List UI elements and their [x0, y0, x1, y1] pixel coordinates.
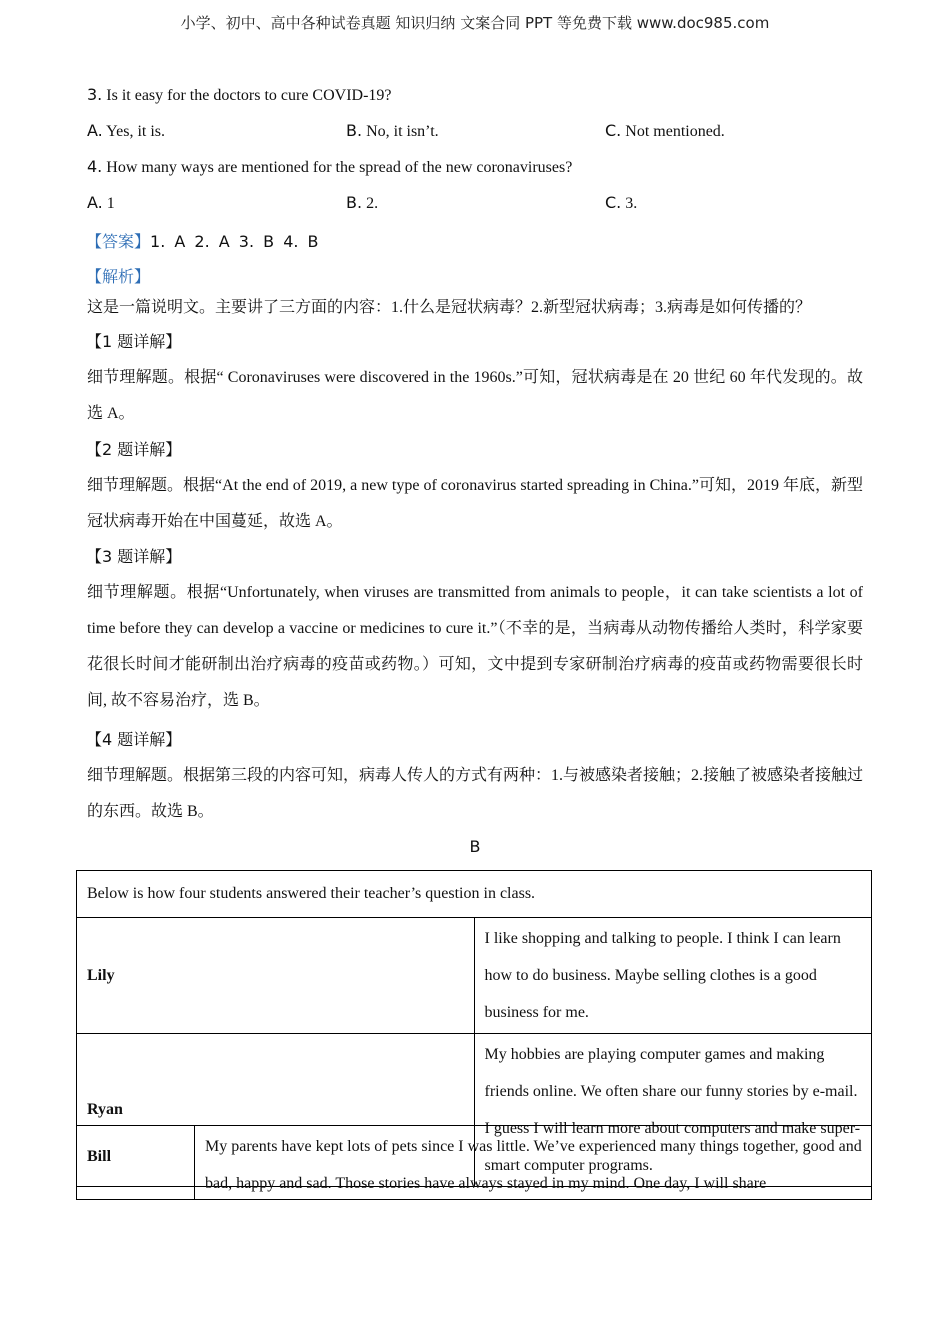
detail-4-title: 【4 题详解】: [86, 730, 182, 749]
cell-divider: [194, 1126, 195, 1200]
answer-text: 1. A 2. A 3. B 4. B: [150, 232, 319, 251]
student-answer: My parents have kept lots of pets since I was little. We’ve experienced many things together, good and bad, happy and sad. Those stories have always stayed in my mind. One day, I will share: [205, 1138, 862, 1192]
option-b: B. No, it isn’t.: [346, 121, 439, 140]
question-4: [87, 157, 572, 177]
table-row: [77, 918, 872, 1034]
question-text: How many ways are mentioned for the spread of the new coronaviruses?: [106, 159, 573, 176]
analysis-label: 【解析】: [86, 267, 151, 286]
question-text: Is it easy for the doctors to cure COVID-19?: [106, 87, 392, 104]
option-a: A. Yes, it is.: [87, 121, 165, 140]
detail-2-title: 【2 题详解】: [86, 440, 182, 459]
student-answer: My hobbies are playing computer games and making friends online. We often share our funny stories by e-mail. I guess I will learn more about computers and make super-smart computer programs.: [474, 1034, 872, 1187]
student-name: Ryan: [77, 1034, 475, 1187]
table-intro: Below is how four students answered their teacher’s question in class.: [77, 871, 872, 918]
detail-4-text: 细节理解题。根据第三段的内容可知，病毒人传人的方式有两种：1.与被感染者接触；2.接触了被感染者接触过的东西。故选 B。: [87, 767, 864, 820]
detail-1-title: 【1 题详解】: [86, 332, 182, 351]
student-name: Lily: [77, 918, 475, 1034]
answer-label: 【答案】: [86, 232, 151, 251]
detail-2-text: 细节理解题。根据“At the end of 2019, a new type of coronavirus started spreading in China.”可知，2019 年底，新型冠状病毒开始在中国蔓延，故选 A。: [87, 477, 863, 530]
table-row: [76, 1125, 872, 1200]
detail-3-text: 细节理解题。根据“Unfortunately, when viruses are transmitted from animals to people，it can take scientists a lot of time before they can develop a vaccine or medicines to cure it.”（不幸的是，当病毒从动物传播给人类时，科学家要花很长时间才能研制出治疗病毒的疫苗或药物。）可知，文中提到专家研制治疗病毒的疫苗或药物需要很长时间, 故不容易治疗，选 B。: [87, 584, 863, 709]
question-3: [87, 85, 392, 105]
option-b: B. 2.: [346, 193, 379, 212]
option-c: C. 3.: [605, 193, 638, 212]
student-answer: I like shopping and talking to people. I think I can learn how to do business. Maybe selling clothes is a good business for me.: [474, 918, 872, 1034]
detail-1-text: 细节理解题。根据“ Coronaviruses were discovered in the 1960s.”可知，冠状病毒是在 20 世纪 60 年代发现的。故选 A。: [87, 369, 863, 422]
student-name: Bill: [87, 1148, 112, 1165]
question-number: 3.: [87, 85, 103, 104]
page-header: 小学、初中、高中各种试卷真题 知识归纳 文案合同 PPT 等免费下载 www.doc985.com: [180, 14, 770, 32]
option-c: C. Not mentioned.: [605, 121, 725, 140]
analysis-intro: 这是一篇说明文。主要讲了三方面的内容：1.什么是冠状病毒？2.新型冠状病毒；3.病毒是如何传播的？: [87, 299, 812, 316]
answer-line: [86, 229, 319, 252]
detail-3-title: 【3 题详解】: [86, 547, 182, 566]
option-a: A. 1: [87, 193, 115, 212]
question-number: 4.: [87, 157, 103, 176]
section-b-title: B: [469, 837, 481, 856]
